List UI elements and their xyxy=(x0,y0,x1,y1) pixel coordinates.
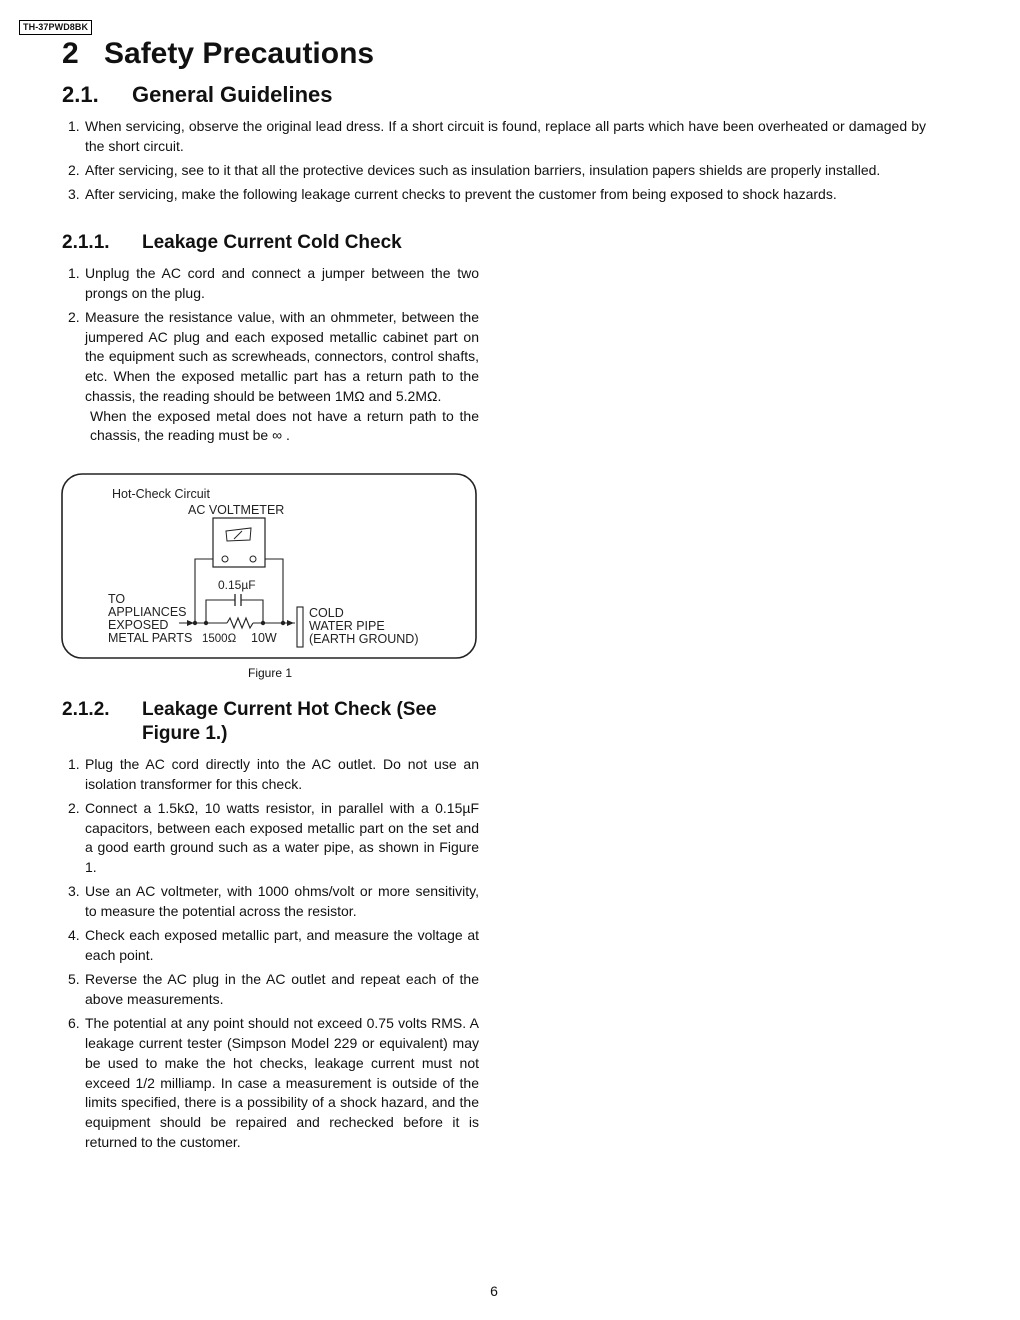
cold-check-heading xyxy=(62,231,402,255)
item-number: 6. xyxy=(68,1015,80,1032)
list-item xyxy=(62,970,479,1009)
right-label-line: WATER PIPE xyxy=(309,619,385,633)
hot-check-circuit-diagram xyxy=(61,473,477,659)
general-guidelines-heading xyxy=(62,80,333,110)
item-text: Unplug the AC cord and connect a jumper between the two prongs on the plug. xyxy=(85,265,479,301)
item-text: After servicing, make the following leakage current checks to prevent the customer from being exposed to shock hazards. xyxy=(85,186,837,203)
item-text: Plug the AC cord directly into the AC outlet. Do not use an isolation transformer for this check. xyxy=(85,756,479,792)
list-item xyxy=(62,308,479,446)
junction-dot xyxy=(281,621,285,625)
left-label-line: APPLIANCES xyxy=(108,605,187,619)
meter-label: AC VOLTMETER xyxy=(188,503,285,517)
item-number: 2. xyxy=(68,309,80,325)
list-item xyxy=(62,264,479,303)
hot-check-heading xyxy=(62,698,472,746)
item-text: Use an AC voltmeter, with 1000 ohms/volt or more sensitivity, to measure the potential across the resistor. xyxy=(85,883,479,920)
list-item xyxy=(62,799,479,878)
hot-check-list xyxy=(62,755,479,1157)
section-number: 2 xyxy=(62,37,79,70)
junction-dot xyxy=(204,621,208,625)
wattage-label: 10W xyxy=(251,631,277,645)
list-item xyxy=(62,882,479,921)
water-pipe-icon xyxy=(297,607,303,647)
heading-number: 2.1. xyxy=(62,82,99,107)
item-text: Reverse the AC plug in the AC outlet and repeat each of the above measurements. xyxy=(85,971,479,1008)
page-number: 6 xyxy=(490,1283,498,1299)
capacitor-label: 0.15µF xyxy=(218,578,256,592)
junction-dot xyxy=(193,621,197,625)
item-text: Connect a 1.5kΩ, 10 watts resistor, in parallel with a 0.15µF capacitors, between each exposed metallic part on the set and a good earth ground such as a water pipe, as shown in Figure 1. xyxy=(85,800,479,876)
heading-text: Leakage Current Hot Check (See Figure 1.) xyxy=(142,699,437,744)
junction-dot xyxy=(261,621,265,625)
list-item xyxy=(62,755,479,794)
heading-text: Leakage Current Cold Check xyxy=(142,232,402,253)
list-item xyxy=(62,1014,479,1152)
item-number: 5. xyxy=(68,971,80,988)
item-number: 1. xyxy=(68,118,80,134)
diagram-title: Hot-Check Circuit xyxy=(112,487,210,501)
heading-number: 2.1.1. xyxy=(62,232,110,253)
general-guidelines-list xyxy=(62,117,926,210)
model-tag: TH-37PWD8BK xyxy=(19,20,92,35)
left-label-line: TO xyxy=(108,592,126,606)
voltmeter-icon xyxy=(213,518,265,567)
item-text-continued: When the exposed metal does not have a return path to the chassis, the reading must be ∞ . xyxy=(90,407,479,444)
section-title-text: Safety Precautions xyxy=(104,37,375,70)
item-number: 3. xyxy=(68,186,80,203)
meter-terminal-left xyxy=(222,556,228,562)
cold-check-list xyxy=(62,264,479,451)
item-number: 1. xyxy=(68,265,80,281)
item-number: 2. xyxy=(68,162,80,178)
heading-text: General Guidelines xyxy=(132,82,333,107)
right-label-line: COLD xyxy=(309,606,344,620)
item-text: Check each exposed metallic part, and measure the voltage at each point. xyxy=(85,927,479,964)
list-item xyxy=(62,117,926,156)
item-number: 3. xyxy=(68,883,80,900)
item-text: The potential at any point should not exceed 0.75 volts RMS. A leakage current tester (Simpson Model 229 or equivalent) may be used to make the hot checks, leakage current must not exceed 1/2 milliamp. In case a measurement is outside of the limits specified, there is a possibility of a shock hazard, and the equipment should be repaired and rechecked before it is returned to the customer. xyxy=(85,1015,479,1150)
figure-caption: Figure 1 xyxy=(247,666,293,680)
item-text: Measure the resistance value, with an ohmmeter, between the jumpered AC plug and each exposed metallic cabinet part on the equipment such as screwheads, connectors, control shafts, etc. When the exposed metallic part has a return path to the chassis, the reading should be between 1MΩ and 5.2MΩ. xyxy=(85,309,479,404)
list-item xyxy=(62,185,926,205)
left-label-line: EXPOSED xyxy=(108,618,169,632)
resistor-label: 1500Ω xyxy=(202,633,237,645)
heading-number: 2.1.2. xyxy=(62,699,110,720)
section-title xyxy=(62,34,374,74)
list-item xyxy=(62,926,479,965)
item-number: 2. xyxy=(68,800,80,816)
item-text: After servicing, see to it that all the protective devices such as insulation barriers, insulation papers shields are properly installed. xyxy=(85,162,881,178)
list-item xyxy=(62,161,926,181)
meter-terminal-right xyxy=(250,556,256,562)
item-number: 1. xyxy=(68,756,80,772)
item-text: When servicing, observe the original lead dress. If a short circuit is found, replace all parts which have been overheated or damaged by the short circuit. xyxy=(85,118,926,154)
right-label-line: (EARTH GROUND) xyxy=(309,632,419,646)
item-number: 4. xyxy=(68,927,80,944)
left-label-line: METAL PARTS xyxy=(108,631,193,645)
